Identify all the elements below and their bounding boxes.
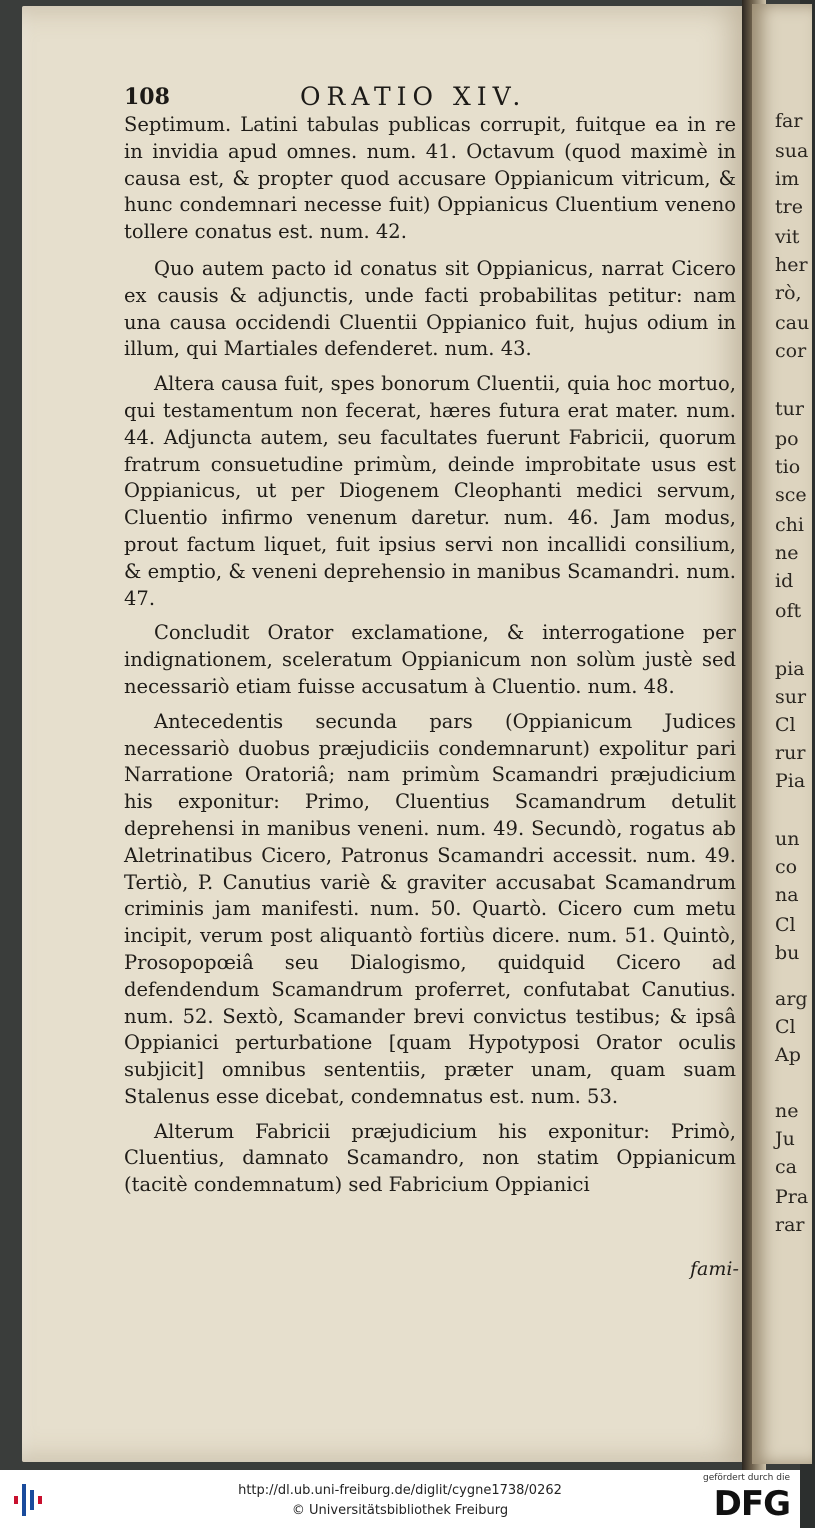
sponsor-text: gefördert durch die — [703, 1473, 790, 1483]
right-page-fragment: sce — [775, 484, 807, 506]
right-page-fragment: ca — [775, 1156, 797, 1178]
right-page-fragment: cor — [775, 340, 807, 362]
right-page-fragment: sua — [775, 140, 809, 162]
right-page-fragment: oft — [775, 600, 802, 622]
paragraph-6: Alterum Fabricii præjudicium his exponitur: Primò, Cluentius, damnato Scamandro, non statim Oppianicum (tacitè condemnatum) sed Fabricium Oppianici — [124, 1119, 736, 1197]
right-page-fragment: Cl — [775, 714, 796, 736]
running-head: ORATIO XIV. — [300, 82, 527, 111]
right-page-fragment: co — [775, 856, 798, 878]
right-page-fragment: rar — [775, 1214, 805, 1236]
paragraph-3: Altera causa fuit, spes bonorum Cluentii, quia hoc mortuo, qui testamentum non fecerat, hæres futura erat mater. num. 44. Adjuncta autem, seu facultates fuerunt Fabricii, quorum fratrum consuetudine primùm, deinde improbitate usus est Oppianicus, ut per Diogenem Cleophanti medici servum, Cluentio infirmo venenum daretur. num. 46. Jam modus, prout factum liquet, fuit ipsius servi non incallidi consilium, & emptio, & veneni deprehensio in manibus Scamandri. num. 47. — [124, 372, 736, 610]
right-page-fragment: Pra — [775, 1186, 809, 1208]
right-page-fragment: pia — [775, 658, 805, 680]
catchword: fami- — [690, 1258, 739, 1280]
right-page-fragment: Cl — [775, 1016, 796, 1038]
right-page-fragment: her — [775, 254, 808, 276]
page-header — [124, 84, 734, 114]
right-page-fragment: po — [775, 428, 799, 450]
right-page-fragment: far — [775, 110, 803, 132]
right-page-fragment: bu — [775, 942, 800, 964]
dfg-logo: DFG — [713, 1484, 790, 1524]
right-page-fragment: rur — [775, 742, 806, 764]
body-text — [124, 112, 736, 1207]
right-page-fragment: un — [775, 828, 800, 850]
right-page-fragment: na — [775, 884, 799, 906]
document-url[interactable]: http://dl.ub.uni-freiburg.de/diglit/cygne1738/0262 — [238, 1483, 562, 1498]
footer-bar — [0, 1470, 800, 1528]
right-page-fragment: arg — [775, 988, 808, 1010]
paragraph-2: Quo autem pacto id conatus sit Oppianicus, narrat Cicero ex causis & adjunctis, unde facti probabilitas petitur: nam una causa occidendi Cluentii Oppianico fuit, hujus odium in illum, qui Martiales defenderet. num. 43. — [124, 256, 736, 361]
right-page-fragment: ne — [775, 1100, 799, 1122]
copyright-text: © Universitätsbibliothek Freiburg — [291, 1503, 509, 1518]
right-page-fragment: Ju — [775, 1128, 795, 1150]
right-page-fragment: ne — [775, 542, 799, 564]
right-page-fragment: tre — [775, 196, 803, 218]
paragraph-1: Septimum. Latini tabulas publicas corrupit, fuitque ea in re in invidia apud omnes. num. 41. Octavum (quod maximè in causa est, & propter quod accusare Oppianicum vitricum, & hunc condemnari necesse fuit) Oppianicus Cluentium veneno tollere conatus est. num. 42. — [124, 113, 736, 244]
right-page-fragment: vit — [775, 226, 800, 248]
right-page-fragment: Ap — [775, 1044, 801, 1066]
right-page-fragment: Pia — [775, 770, 806, 792]
right-page-fragment: tur — [775, 398, 804, 420]
paragraph-4: Concludit Orator exclamatione, & interrogatione per indignationem, sceleratum Oppianicum non solùm justè sed necessariò etiam fuisse accusatum à Cluentio. num. 48. — [124, 621, 736, 698]
right-page-fragment: chi — [775, 514, 804, 536]
page-number: 108 — [124, 84, 170, 110]
right-page-fragment: sur — [775, 686, 807, 708]
paragraph-5: Antecedentis secunda pars (Oppianicum Judices necessariò duobus præjudiciis condemnarunt) expolitur pari Narratione Oratoriâ; nam primùm Scamandri præjudicium his exponitur: Primo, Cluentius Scamandrum detulit deprehensi in manibus veneni. num. 49. Secundò, rogatus ab Aletrinatibus Cicero, Patronus Scamandri accessit. num. 49. Tertiò, P. Canutius variè & graviter accusabat Scamandrum criminis jam manifesti. num. 50. Quartò. Cicero cum metu incipit, verum post aliquantò fortiùs dicere. num. 51. Quintò, Prosopopœiâ seu Dialogismo, quidquid Cicero ad defendendum Scamandrum proferret, confutabat Canutius. num. 52. Sextò, Scamander brevi convictus testibus; & ipsâ Oppianici perturbatione [quam Hypotyposi Orator oculis subjicit] omnibus sententiis, præter unam, quam suam Stalenus esse dicebat, condemnatus est. num. 53. — [124, 709, 736, 1108]
right-page-fragment: id — [775, 570, 794, 592]
right-page-fragment: tio — [775, 456, 801, 478]
right-page-fragment: Cl — [775, 914, 796, 936]
right-page-fragment: cau — [775, 312, 810, 334]
right-page-fragment: rò, — [775, 282, 802, 304]
right-page-fragment: im — [775, 168, 800, 190]
